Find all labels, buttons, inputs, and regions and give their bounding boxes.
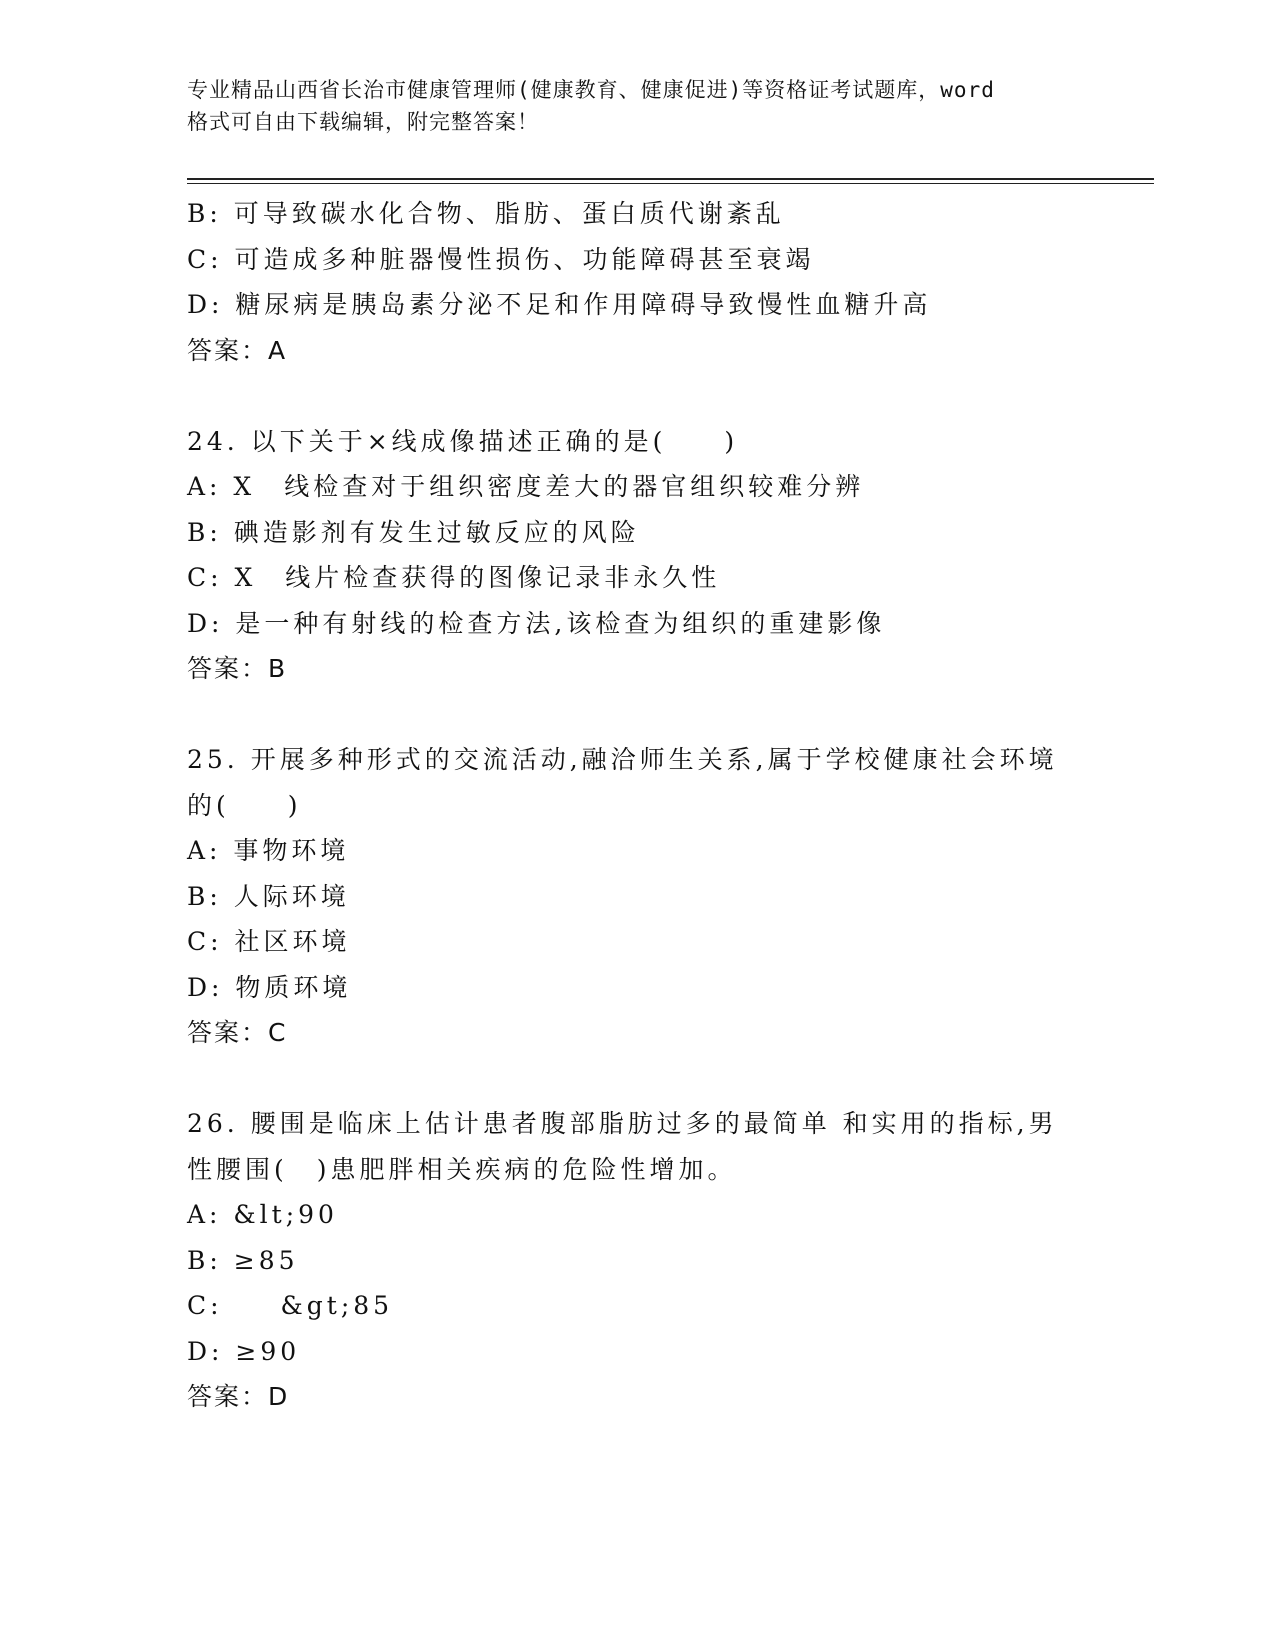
answer-label: 答案：A bbox=[187, 335, 288, 365]
question-stem: 25. 开展多种形式的交流活动,融洽师生关系,属于学校健康社会环境 bbox=[187, 745, 1058, 774]
document-header bbox=[187, 74, 1087, 138]
question-25 bbox=[187, 737, 1087, 1056]
option-b: B: 可导致碳水化合物、脂肪、蛋白质代谢紊乱 bbox=[187, 199, 785, 228]
answer-label: 答案：B bbox=[187, 654, 288, 683]
spacer bbox=[187, 373, 1087, 419]
option-c: C: X 线片检查获得的图像记录非永久性 bbox=[187, 563, 721, 592]
option-b: B: 碘造影剂有发生过敏反应的风险 bbox=[187, 517, 640, 547]
header-line-1: 专业精品山西省长治市健康管理师(健康教育、健康促进)等资格证考试题库，word bbox=[187, 78, 995, 102]
option-c: C: 社区环境 bbox=[187, 927, 351, 956]
question-24 bbox=[187, 419, 1087, 692]
spacer bbox=[187, 1056, 1087, 1102]
question-26 bbox=[187, 1101, 1087, 1420]
question-stem: 26. 腰围是临床上估计患者腹部脂肪过多的最简单 和实用的指标,男 bbox=[187, 1109, 1058, 1138]
option-d: D: ≥90 bbox=[187, 1336, 301, 1366]
option-a: A: X 线检查对于组织密度差大的器官组织较难分辨 bbox=[187, 472, 865, 501]
option-a: A: &lt;90 bbox=[187, 1200, 338, 1229]
question-23 bbox=[187, 191, 1087, 373]
option-c: C: 可造成多种脏器慢性损伤、功能障碍甚至衰竭 bbox=[187, 244, 815, 274]
option-c: C: &gt;85 bbox=[187, 1291, 394, 1320]
question-stem-cont: 的( ) bbox=[187, 790, 302, 820]
option-d: D: 糖尿病是胰岛素分泌不足和作用障碍导致慢性血糖升高 bbox=[187, 290, 932, 319]
question-stem-cont: 性腰围( )患肥胖相关疾病的危险性增加。 bbox=[187, 1154, 737, 1184]
question-list bbox=[187, 191, 1087, 1420]
option-b: B: 人际环境 bbox=[187, 881, 350, 911]
answer-label: 答案：D bbox=[187, 1382, 290, 1411]
spacer bbox=[187, 692, 1087, 738]
option-b: B: ≥85 bbox=[187, 1245, 299, 1275]
option-d: D: 是一种有射线的检查方法,该检查为组织的重建影像 bbox=[187, 608, 886, 638]
header-line-2: 格式可自由下载编辑，附完整答案！ bbox=[187, 110, 539, 134]
header-rule bbox=[187, 178, 1154, 180]
header-rule-thin bbox=[187, 183, 1154, 184]
answer-label: 答案：C bbox=[187, 1018, 288, 1047]
option-a: A: 事物环境 bbox=[187, 836, 350, 865]
question-stem: 24. 以下关于×线成像描述正确的是( ) bbox=[187, 426, 739, 456]
option-d: D: 物质环境 bbox=[187, 972, 352, 1002]
